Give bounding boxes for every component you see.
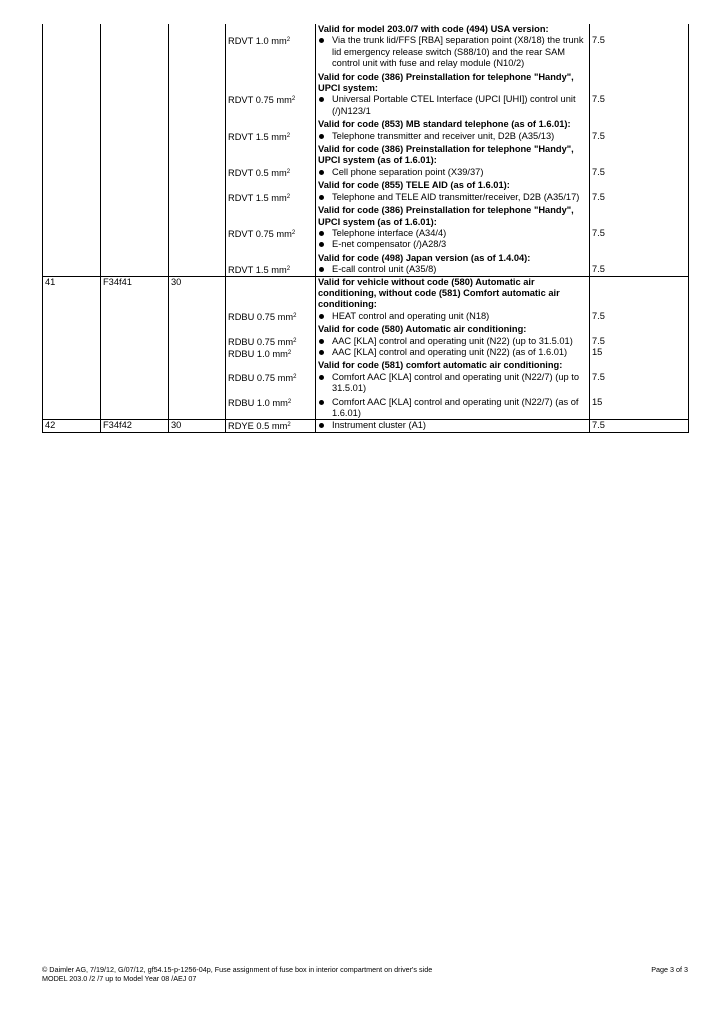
fuse-code-cell (101, 24, 169, 276)
consumer-item (318, 239, 587, 250)
fuse-number: 41 (45, 276, 56, 287)
consumer-block (318, 205, 587, 251)
wire-cell (226, 420, 316, 432)
wire-spec: RDVT 0.75 $mm^2$ (228, 228, 296, 239)
wire-block (228, 420, 313, 431)
amperage-block (592, 277, 686, 323)
wire-spec: RDBU 1.0 $mm^2$ (228, 397, 292, 408)
validity-condition: Valid for code (581) comfort automatic air conditioning: (318, 360, 563, 371)
wire-block (228, 360, 313, 394)
footer-copyright: © Daimler AG, 7/19/12, G/07/12, gf54.15-p-1256-04p, Fuse assignment of fuse box in interior compartment on driver's side (42, 965, 433, 974)
consumer-block (318, 144, 587, 178)
consumer-item (318, 192, 587, 203)
bullet-icon (319, 195, 324, 200)
footer-model: MODEL 203.0 /2 /7 up to Model Year 08 /AEJ 07 (42, 974, 197, 983)
consumer-label: Instrument cluster (A1) (332, 420, 427, 431)
table-row (43, 276, 689, 420)
consumer-block (318, 277, 587, 323)
wire-block (228, 119, 313, 142)
wire-block (228, 397, 313, 420)
consumer-block (318, 253, 587, 276)
bullet-icon (319, 339, 324, 344)
amperage-value: 15 (592, 396, 603, 407)
fuse-code-cell (101, 420, 169, 432)
consumer-item (318, 228, 587, 239)
amperage-block (592, 144, 686, 178)
wire-spec: RDVT 1.0 $mm^2$ (228, 36, 291, 47)
consumer-block (318, 119, 587, 142)
fuse-table-body (43, 24, 689, 432)
amperage-cell (590, 276, 689, 420)
consumer-item (318, 420, 587, 431)
bullet-icon (319, 38, 324, 43)
amperage-value: 7.5 15 (592, 335, 605, 357)
bullet-icon (319, 97, 324, 102)
amperage-value: 7.5 (592, 310, 605, 321)
wire-block (228, 324, 313, 358)
amperage-block (592, 72, 686, 118)
amperage-value: 7.5 (592, 371, 605, 382)
amperage-block (592, 180, 686, 203)
consumer-block (318, 180, 587, 203)
amperage-value: 7.5 (592, 191, 605, 202)
consumer-item (318, 372, 587, 395)
validity-condition: Valid for code (853) MB standard telephone (as of 1.6.01): (318, 119, 571, 130)
fuse-code-cell (101, 276, 169, 420)
consumer-item (318, 264, 587, 275)
consumer-item (318, 347, 587, 358)
fuse-rating-cell (169, 420, 226, 432)
consumer-item (318, 131, 587, 142)
consumer-block (318, 397, 587, 420)
consumer-label: HEAT control and operating unit (N18) (332, 310, 490, 321)
consumer-item (318, 311, 587, 322)
bullet-icon (319, 170, 324, 175)
amperage-value: 7.5 (592, 264, 605, 275)
consumer-cell (316, 276, 590, 420)
wire-spec: RDBU 0.75 $mm^2$ RDBU 1.0 $mm^2$ (228, 336, 297, 359)
bullet-icon (319, 267, 324, 272)
wire-cell (226, 24, 316, 276)
bullet-icon (319, 400, 324, 405)
amperage-cell (590, 24, 689, 276)
consumer-item (318, 336, 587, 347)
fuse-code: F34f42 (103, 420, 132, 431)
consumer-block (318, 324, 587, 358)
validity-condition: Valid for code (386) Preinstallation for telephone "Handy", UPCI system (as of 1.6.01): (318, 144, 574, 166)
consumer-label: Telephone transmitter and receiver unit, D2B (A35/13) (332, 130, 555, 141)
wire-spec: RDVT 1.5 $mm^2$ (228, 192, 291, 203)
consumer-label: E-call control unit (A35/8) (332, 264, 437, 275)
fuse-rating: 30 (171, 276, 182, 287)
amperage-block (592, 205, 686, 251)
wire-spec: RDVT 0.5 $mm^2$ (228, 167, 291, 178)
validity-condition: Valid for vehicle without code (580) Automatic air conditioning, without code (581) Comfort automatic air conditioning: (318, 276, 560, 310)
page-footer (42, 965, 688, 983)
consumer-label: Via the trunk lid/FFS [RBA] separation point (X8/18) the trunk lid emergency release switch (S88/10) and the rear SAM control unit with fuse and relay module (N10/2) (332, 35, 584, 69)
wire-block (228, 205, 313, 251)
amperage-block (592, 324, 686, 358)
consumer-block (318, 72, 587, 118)
wire-spec: RDVT 1.5 $mm^2$ (228, 265, 291, 276)
validity-condition: Valid for model 203.0/7 with code (494) USA version: (318, 24, 549, 34)
bullet-icon (319, 375, 324, 380)
wire-cell (226, 276, 316, 420)
wire-spec: RDBU 0.75 $mm^2$ (228, 372, 297, 383)
validity-condition: Valid for code (386) Preinstallation for telephone "Handy", UPCI system (as of 1.6.01): (318, 205, 574, 227)
wire-block (228, 144, 313, 178)
consumer-label: Telephone and TELE AID transmitter/receiver, D2B (A35/17) (332, 191, 580, 202)
bullet-icon (319, 314, 324, 319)
wire-block (228, 277, 313, 323)
amperage-cell (590, 420, 689, 432)
wire-spec: RDVT 0.75 $mm^2$ (228, 95, 296, 106)
wire-block (228, 72, 313, 118)
consumer-label: E-net compensator (/)A28/3 (332, 239, 447, 250)
wire-block (228, 24, 313, 70)
table-row (43, 420, 689, 432)
amperage-value: 7.5 (592, 130, 605, 141)
consumer-item (318, 35, 587, 69)
fuse-code: F34f41 (103, 276, 132, 287)
fuse-rating-cell (169, 276, 226, 420)
fuse-number-cell (43, 420, 101, 432)
consumer-item (318, 397, 587, 420)
fuse-rating-cell (169, 24, 226, 276)
consumer-label: Cell phone separation point (X39/37) (332, 166, 484, 177)
consumer-block (318, 360, 587, 394)
amperage-block (592, 397, 686, 420)
consumer-block (318, 24, 587, 70)
amperage-value: 7.5 (592, 227, 605, 238)
consumer-block (318, 420, 587, 431)
consumer-label: Universal Portable CTEL Interface (UPCI [UHI]) control unit (/)N123/1 (332, 94, 576, 116)
fuse-number-cell (43, 276, 101, 420)
consumer-item (318, 94, 587, 117)
amperage-block (592, 119, 686, 142)
amperage-block (592, 360, 686, 394)
amperage-block (592, 24, 686, 70)
page-number: Page 3 of 3 (651, 965, 688, 974)
bullet-icon (319, 134, 324, 139)
consumer-label: Comfort AAC [KLA] control and operating unit (N22/7) (as of 1.6.01) (332, 396, 579, 418)
consumer-item (318, 167, 587, 178)
wire-spec: RDBU 0.75 $mm^2$ (228, 311, 297, 322)
amperage-value: 7.5 (592, 166, 605, 177)
fuse-assignment-table (42, 24, 689, 433)
bullet-icon (319, 242, 324, 247)
validity-condition: Valid for code (386) Preinstallation for telephone "Handy", UPCI system: (318, 71, 574, 94)
wire-spec: RDVT 1.5 $mm^2$ (228, 131, 291, 142)
consumer-label: AAC [KLA] control and operating unit (N22) (up to 31.5.01) (332, 335, 573, 346)
amperage-value: 7.5 (592, 420, 605, 431)
bullet-icon (319, 231, 324, 236)
consumer-cell (316, 420, 590, 432)
amperage-value: 7.5 (592, 35, 605, 46)
table-row (43, 24, 689, 276)
wire-spec: RDYE 0.5 $mm^2$ (228, 421, 291, 432)
consumer-cell (316, 24, 590, 276)
validity-condition: Valid for code (580) Automatic air conditioning: (318, 324, 527, 335)
fuse-number: 42 (45, 420, 56, 431)
amperage-value: 7.5 (592, 94, 605, 105)
amperage-block (592, 253, 686, 276)
consumer-label: AAC [KLA] control and operating unit (N22) (as of 1.6.01) (332, 346, 568, 357)
bullet-icon (319, 423, 324, 428)
consumer-label: Comfort AAC [KLA] control and operating unit (N22/7) (up to 31.5.01) (332, 371, 580, 394)
wire-block (228, 180, 313, 203)
fuse-rating: 30 (171, 420, 182, 431)
consumer-label: Telephone interface (A34/4) (332, 227, 447, 238)
amperage-block (592, 420, 686, 431)
wire-block (228, 253, 313, 276)
validity-condition: Valid for code (498) Japan version (as of 1.4.04): (318, 252, 531, 263)
validity-condition: Valid for code (855) TELE AID (as of 1.6.01): (318, 180, 510, 191)
fuse-number-cell (43, 24, 101, 276)
bullet-icon (319, 350, 324, 355)
